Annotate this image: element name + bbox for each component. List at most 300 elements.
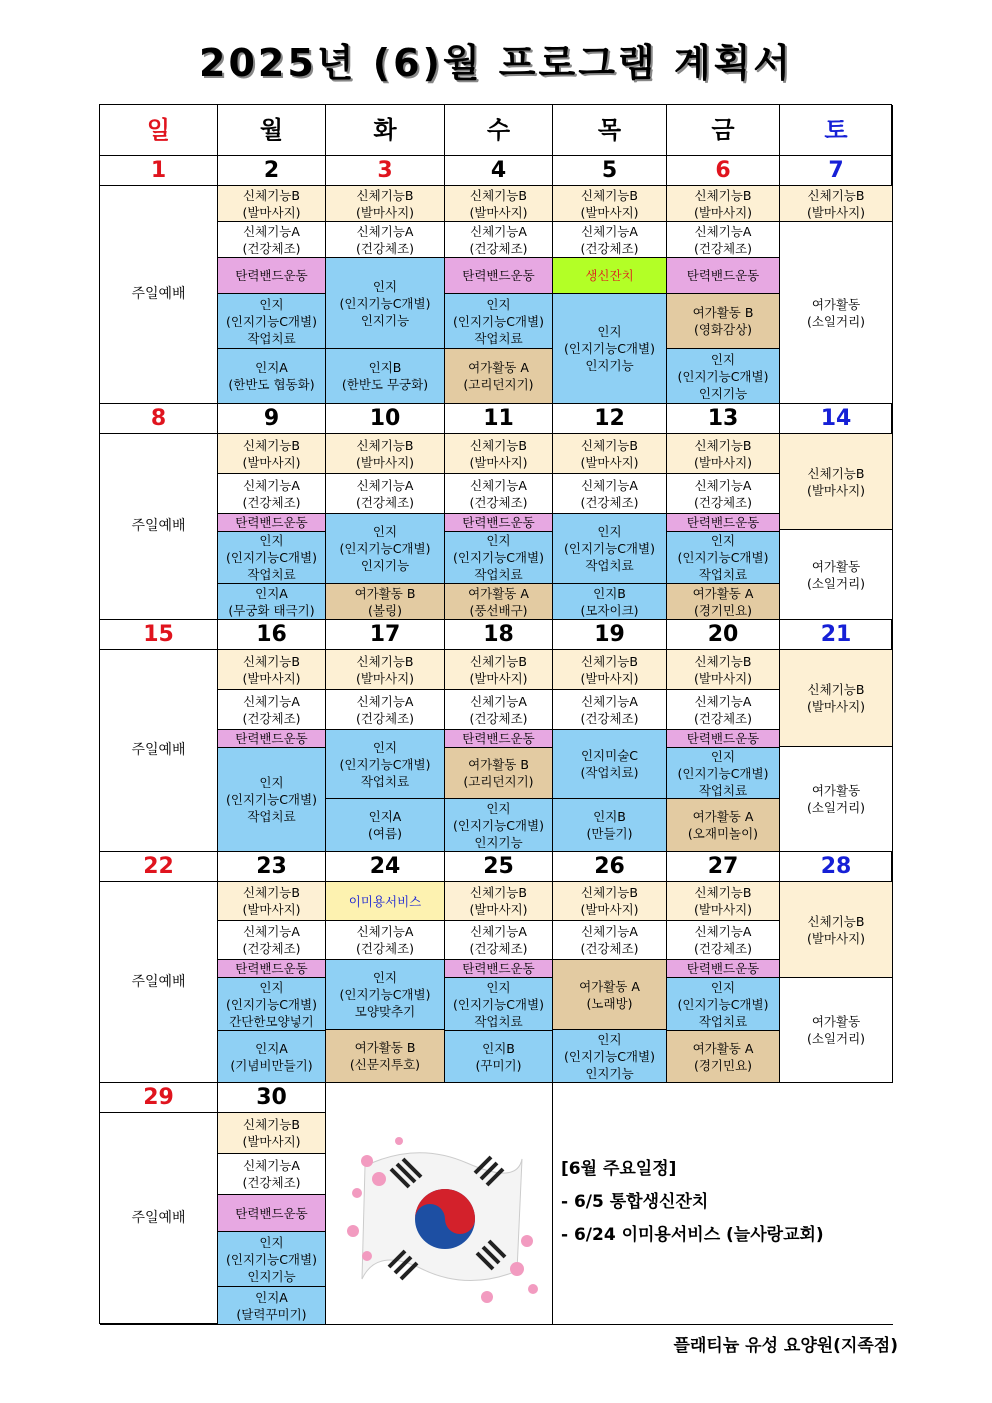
program-cell [667,474,780,514]
cell-text-line: (인지기능C개별) [226,792,317,807]
cell-text-line: 여가활동 [811,558,861,574]
cell-text-line: 인지 [259,1234,284,1250]
cell-text-line: 신체기능A [694,477,752,493]
program-cell [445,186,553,222]
cell-text-line: 여가활동 [811,1014,861,1029]
program-cell [553,222,667,258]
date-number: 29 [100,1083,218,1113]
cell-text-line: (고리던지기) [463,774,534,789]
cell-text-line: 탄력밴드운동 [235,268,308,283]
cell-text-line: 신체기능B [807,682,865,697]
program-cell [218,186,326,222]
cell-text-line: 신체기능A [694,924,752,939]
cell-text-line: (모자이크) [580,602,639,618]
cell-text-line: (발마사지) [693,454,753,470]
cell-text-line: (발마사지) [469,670,528,686]
program-cell [553,882,667,921]
cell-text-line: (발마사지) [580,204,639,220]
cell-text-line: 신체기능A [356,223,414,239]
cell-text-line: (발마사지) [580,902,639,917]
cell-text-line: 여가활동 A [579,978,640,994]
cell-text-line: 신체기능A [581,693,638,709]
cell-text-line: (발마사지) [355,454,415,470]
program-cell [445,258,553,294]
cell-text-line: 작업치료 [474,330,523,346]
cell-text-line: 탄력밴드운동 [235,731,308,746]
cell-text-line: 이미용서비스 [348,893,422,909]
cell-text-line: 인지A [255,360,288,375]
program-cell [780,747,893,852]
cell-text-line: (건강체조) [580,941,639,956]
cell-text-line: 인지 [597,1031,622,1047]
cell-text-line: 인지 [597,324,622,339]
weekday-header: 토 [780,105,893,156]
cell-text-line: 인지미술C [580,748,639,763]
cell-text-line: (발마사지) [469,204,528,220]
program-cell [553,1030,667,1083]
cell-text-line: 작업치료 [698,567,748,582]
program-cell [667,532,780,584]
cell-text-line: 여가활동 B [692,305,754,320]
cell-text-line: (경기민요) [693,602,753,618]
date-number: 24 [326,852,445,882]
date-number: 9 [218,404,326,434]
date-number: 8 [100,404,218,434]
cell-text-line: 인지기능 [585,358,634,373]
cell-text-line: (인지기능C개별) [226,550,317,565]
program-cell [445,730,553,748]
cell-text-line: (발마사지) [242,902,301,917]
cell-text-line: 인지기능 [360,312,410,328]
cell-text-line: 여가활동 [811,296,861,312]
cell-text-line: 인지기능 [585,1065,634,1081]
korean-flag-icon [327,1121,551,1323]
program-cell [667,882,780,921]
program-cell [445,434,553,474]
cell-text-line: (건강체조) [242,240,301,256]
cell-text-line: 인지B [593,809,626,824]
program-cell [667,258,780,294]
cell-text-line: (기념비만들기) [230,1057,313,1073]
program-cell [445,690,553,730]
note-item: - 6/5 통합생신잔치 [561,1192,709,1212]
program-cell [326,258,445,349]
cell-text-line: 신체기능B [470,437,527,453]
program-cell [553,258,667,294]
program-cell [218,748,326,852]
program-cell [445,222,553,258]
program-cell [326,349,445,404]
cell-text-line: 신체기능B [581,653,638,669]
cell-text-line: 신체기능A [243,223,300,239]
cell-text-line: (건강체조) [469,240,528,256]
cell-text-line: (건강체조) [469,494,528,510]
cell-text-line: 신체기능B [243,653,300,669]
cell-text-line: 탄력밴드운동 [462,268,535,283]
date-number: 7 [780,156,893,186]
cell-text-line: (달력꾸미기) [236,1306,307,1322]
program-cell [780,222,893,404]
cell-text-line: (한반도 무궁화) [341,377,429,392]
cell-text-line: 신체기능B [581,187,638,203]
cell-text-line: 인지 [710,979,736,995]
program-cell [445,650,553,690]
cell-text-line: 인지 [486,979,511,995]
cell-text-line: (인지기능C개별) [226,1251,317,1267]
cell-text-line: 인지 [259,979,284,995]
program-cell [553,650,667,690]
program-cell [553,921,667,960]
cell-text-line: 작업치료 [247,330,296,346]
cell-text-line: 인지 [372,970,398,985]
cell-text-line: (건강체조) [693,941,753,956]
cell-text-line: (건강체조) [242,710,301,726]
cell-text-line: 신체기능B [243,437,300,453]
cell-text-line: 신체기능B [470,187,527,203]
cell-text-line: (신문지투호) [349,1057,421,1072]
program-cell [445,921,553,960]
program-cell [667,294,780,349]
cell-text-line: (인지기능C개별) [677,765,769,781]
date-number: 6 [667,156,780,186]
cell-text-line: (소일거리) [806,313,866,329]
cell-text-line: (인지기능C개별) [677,368,769,384]
cell-text-line: (발마사지) [580,454,639,470]
cell-text-line: 탄력밴드운동 [462,731,535,746]
cell-text-line: (소일거리) [806,1031,866,1046]
cell-text-line: (여름) [368,826,402,841]
program-cell [218,1113,326,1154]
program-cell [553,514,667,584]
date-number: 23 [218,852,326,882]
program-cell [780,530,893,620]
cell-text-line: (오재미놀이) [687,826,759,841]
date-number: 13 [667,404,780,434]
date-number: 5 [553,156,667,186]
cell-text-line: (인지기능C개별) [226,313,317,329]
cell-text-line: 여가활동 [811,783,861,798]
program-cell [326,514,445,584]
cell-text-line: 신체기능A [356,477,414,493]
cell-text-line: 신체기능A [356,693,414,709]
cell-text-line: (꾸미기) [475,1057,522,1073]
program-cell [667,434,780,474]
program-cell [553,690,667,730]
date-number: 4 [445,156,553,186]
cell-text-line: 신체기능A [581,477,638,493]
cell-text-line: (인지기능C개별) [564,541,655,556]
cell-text-line: 작업치료 [585,558,634,573]
program-cell [218,349,326,404]
cell-text-line: (작업치료) [580,765,639,780]
cell-text-line: 모양맞추기 [354,1004,416,1019]
program-cell [445,799,553,852]
cell-text-line: 신체기능A [470,924,527,939]
cell-text-line: (인지기능C개별) [453,817,544,833]
date-number: 28 [780,852,893,882]
cell-text-line: 인지 [372,739,398,755]
cell-text-line: 여가활동 B [354,585,416,601]
cell-text-line: 탄력밴드운동 [686,268,760,283]
program-cell [218,960,326,978]
program-cell [553,960,667,1030]
cell-text-line: 인지B [368,360,402,375]
program-cell [326,584,445,620]
program-cell [218,1154,326,1195]
cell-text-line: 인지기능 [474,834,523,850]
program-cell [667,921,780,960]
program-cell [326,222,445,258]
program-cell [445,748,553,799]
cell-text-line: (발마사지) [469,454,528,470]
program-cell [218,1232,326,1287]
date-number: 14 [780,404,893,434]
cell-text-line: (인지기능C개별) [339,987,431,1002]
program-cell [445,294,553,349]
date-number: 15 [100,620,218,650]
date-number: 18 [445,620,553,650]
date-number: 27 [667,852,780,882]
program-cell [667,514,780,532]
program-cell [218,434,326,474]
cell-text-line: 작업치료 [698,1013,748,1029]
cell-text-line: 여가활동 A [468,585,529,601]
cell-text-line: 인지B [593,585,626,601]
cell-text-line: 작업치료 [474,1013,523,1029]
cell-text-line: 인지 [710,351,736,367]
program-cell [326,799,445,852]
cell-text-line: (인지기능C개별) [453,996,544,1012]
cell-text-line: 여가활동 B [468,757,529,772]
cell-text-line: (만들기) [586,826,633,841]
cell-text-line: 탄력밴드운동 [686,731,760,746]
cell-text-line: (인지기능C개별) [564,341,655,356]
program-cell [780,434,893,530]
cell-text-line: (건강체조) [242,494,301,510]
cell-text-line: 신체기능A [243,693,300,709]
program-cell [667,222,780,258]
cell-text-line: (노래방) [586,995,633,1011]
program-cell [780,882,893,978]
date-number: 20 [667,620,780,650]
program-cell [780,978,893,1083]
program-cell [326,434,445,474]
cell-text-line: 신체기능B [356,187,414,203]
program-cell [218,474,326,514]
cell-text-line: 신체기능B [694,653,752,669]
cell-text-line: (고리던지기) [463,377,534,392]
program-cell [218,730,326,748]
cell-text-line: 인지 [372,278,398,294]
program-cell [218,1195,326,1232]
program-cell [445,584,553,620]
cell-text-line: (인지기능C개별) [453,313,544,329]
cell-text-line: 신체기능A [470,693,527,709]
sunday-service: 주일예배 [100,882,218,1083]
cell-text-line: 인지 [259,296,284,312]
note-item: - 6/24 이미용서비스 (늘사랑교회) [561,1225,824,1245]
cell-text-line: 탄력밴드운동 [686,515,760,530]
date-number: 21 [780,620,893,650]
cell-text-line: (발마사지) [693,670,753,686]
cell-text-line: 신체기능B [694,187,752,203]
sunday-service: 주일예배 [100,650,218,852]
cell-text-line: 신체기능A [694,223,752,239]
program-cell [445,978,553,1031]
cell-text-line: 탄력밴드운동 [235,1205,308,1221]
cell-text-line: 여가활동 A [468,360,529,375]
cell-text-line: 탄력밴드운동 [235,515,308,530]
program-cell [218,1287,326,1325]
cell-text-line: 신체기능B [581,885,638,900]
cell-text-line: 신체기능A [470,477,527,493]
program-cell [667,1031,780,1083]
cell-text-line: 신체기능A [243,1158,300,1173]
cell-text-line: (풍선배구) [469,602,528,618]
cell-text-line: (인지기능C개별) [339,756,431,772]
cell-text-line: 신체기능B [470,885,527,900]
cell-text-line: (발마사지) [693,204,753,220]
program-cell [218,882,326,921]
cell-text-line: 인지 [259,533,284,548]
program-cell [667,186,780,222]
cell-text-line: (건강체조) [355,240,415,256]
cell-text-line: (발마사지) [355,204,415,220]
sunday-service: 주일예배 [100,1113,218,1325]
date-number: 25 [445,852,553,882]
page-title: 2025년 (6)월 프로그램 계획서 [199,41,793,85]
cell-text-line: 여가활동 A [692,809,754,824]
sunday-service: 주일예배 [100,434,218,620]
program-cell [326,730,445,799]
cell-text-line: 신체기능A [243,924,300,939]
cell-text-line: 탄력밴드운동 [235,961,308,976]
cell-text-line: 신체기능A [243,477,300,493]
program-cell [218,532,326,584]
cell-text-line: 신체기능A [694,693,752,709]
cell-text-line: 신체기능B [581,437,638,453]
program-cell [326,186,445,222]
cell-text-line: 인지 [597,524,622,539]
cell-text-line: 신체기능B [807,465,865,481]
cell-text-line: 신체기능B [243,885,300,900]
weekday-header: 화 [326,105,445,156]
program-cell [445,474,553,514]
date-number: 22 [100,852,218,882]
notes-heading: [6월 주요일정] [561,1159,677,1179]
program-cell [326,921,445,960]
date-number: 11 [445,404,553,434]
cell-text-line: (건강체조) [469,710,528,726]
cell-text-line: (발마사지) [806,204,866,220]
cell-text-line: (건강체조) [242,1175,301,1190]
date-number: 1 [100,156,218,186]
cell-text-line: 신체기능B [694,885,752,900]
cell-text-line: 인지A [255,1040,288,1056]
cell-text-line: 인지 [710,748,736,764]
cell-text-line: 작업치료 [247,809,296,824]
sunday-service: 주일예배 [100,186,218,404]
program-cell [667,730,780,748]
cell-text-line: 신체기능A [356,924,414,939]
program-cell [445,532,553,584]
date-number: 16 [218,620,326,650]
program-cell [218,690,326,730]
cell-text-line: (건강체조) [693,494,753,510]
cell-text-line: (발마사지) [242,454,301,470]
cell-text-line: (건강체조) [242,941,301,956]
cell-text-line: 인지 [710,533,736,548]
cell-text-line: 인지A [255,1289,288,1305]
cell-text-line: (건강체조) [355,494,415,510]
program-cell [553,584,667,620]
program-cell [218,978,326,1031]
cell-text-line: (발마사지) [242,204,301,220]
cell-text-line: 신체기능A [581,223,638,239]
cell-text-line: (발마사지) [580,670,639,686]
cell-text-line: (인지기능C개별) [453,550,544,565]
cell-text-line: 인지 [486,296,511,312]
cell-text-line: 인지A [255,585,288,601]
program-cell [326,882,445,921]
program-cell [218,222,326,258]
cell-text-line: (인지기능C개별) [339,295,431,311]
program-cell [218,514,326,532]
cell-text-line: (인지기능C개별) [677,996,769,1012]
cell-text-line: (건강체조) [355,941,415,956]
cell-text-line: (발마사지) [242,670,301,686]
program-cell [667,584,780,620]
program-cell [553,434,667,474]
cell-text-line: 여가활동 A [692,585,754,601]
cell-text-line: 탄력밴드운동 [462,961,535,976]
cell-text-line: 신체기능B [694,437,752,453]
cell-text-line: (건강체조) [580,240,639,256]
date-number: 12 [553,404,667,434]
program-cell [326,960,445,1030]
cell-text-line: 신체기능B [470,653,527,669]
weekday-header: 일 [100,105,218,156]
cell-text-line: 탄력밴드운동 [462,515,535,530]
program-cell [667,978,780,1031]
cell-text-line: 생신잔치 [585,268,634,283]
program-cell [553,186,667,222]
cell-text-line: 인지 [486,533,511,548]
cell-text-line: (건강체조) [355,710,415,726]
cell-text-line: 작업치료 [247,567,296,582]
cell-text-line: 신체기능A [470,223,527,239]
cell-text-line: (발마사지) [806,930,866,946]
program-cell [667,690,780,730]
date-number: 10 [326,404,445,434]
date-number: 17 [326,620,445,650]
weekday-header: 목 [553,105,667,156]
cell-text-line: 신체기능B [356,653,414,669]
program-cell [667,799,780,852]
cell-text-line: 간단한모양넣기 [229,1013,314,1029]
cell-text-line: 신체기능B [356,437,414,453]
cell-text-line: 인지 [259,775,284,790]
cell-text-line: (소일거리) [806,575,866,591]
cell-text-line: (건강체조) [693,240,753,256]
program-cell [780,186,893,222]
cell-text-line: 인지B [482,1040,515,1056]
date-number: 3 [326,156,445,186]
cell-text-line: 신체기능A [581,924,638,939]
program-cell [445,349,553,404]
program-cell [445,960,553,978]
program-cell [553,474,667,514]
